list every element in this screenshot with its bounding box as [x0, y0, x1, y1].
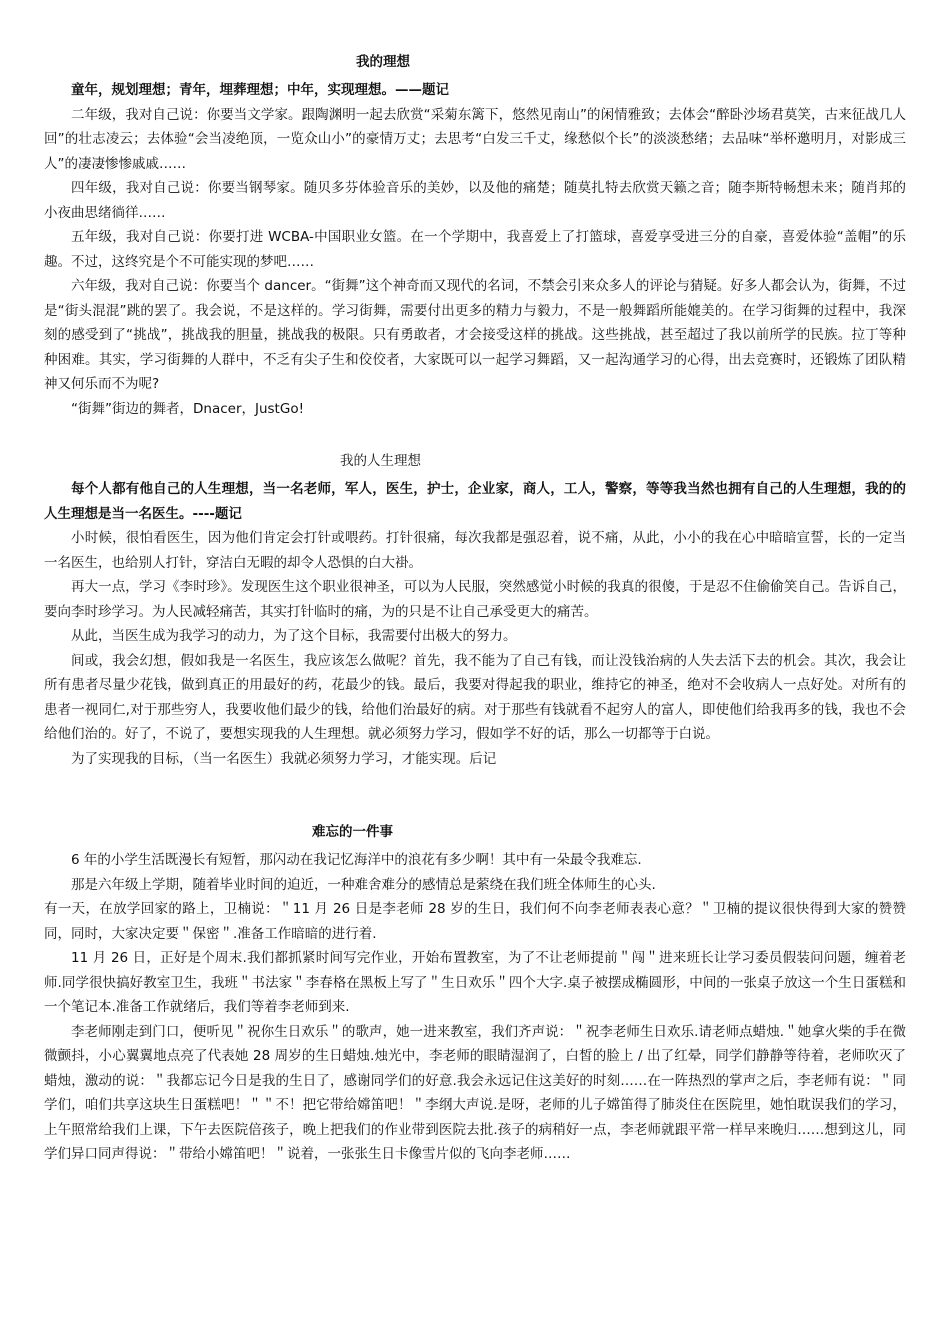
paragraph: 小时候，很怕看医生，因为他们肯定会打针或喂药。打针很痛，每次我都是强忍着，说不痛，从此，小小的我在心中暗暗宣誓，长的一定当一名医生，也给别人打针，穿洁白无暇的却令人恐惧的白大褂。	[44, 530, 906, 571]
paragraph: 从此，当医生成为我学习的动力，为了这个目标，我需要付出极大的努力。	[71, 628, 517, 644]
paragraph: 那是六年级上学期，随着毕业时间的迫近，一种难舍难分的感情总是萦绕在我们班全体师生的心头.	[71, 876, 656, 893]
epigraph: 童年，规划理想；青年，埋葬理想；中年，实现理想。——题记	[71, 82, 449, 98]
paragraph: “街舞”街边的舞者，Dnacer，JustGo!	[71, 400, 304, 417]
paragraph: 李老师刚走到门口，便听见＂祝你生日欢乐＂的歌声，她一进来教室，我们齐声说：＂祝李老师生日欢乐.请老师点蜡烛.＂她拿火柴的手在微微颤抖，小心翼翼地点亮了代表她 28 周岁的生日蜡烛.烛光中，李老师的眼睛湿润了，白皙的脸上 / 出了红晕，同学们静静等待着，老师吹灭了蜡烛，激动的说：＂我都忘记今日是我的生日了，感谢同学们的好意.我会永远记住这美好的时刻……在一阵热烈的掌声之后，李老师有说：＂同学们，咱们共享这块生日蛋糕吧！＂＂不！把它带给嫦笛吧！＂李纲大声说.是呀，老师的儿子嫦笛得了肺炎住在医院里，她怕耽误我们的学习，上午照常给我们上课，下午去医院倍孩子，晚上把我们的作业带到医院去批.孩子的病稍好一点，李老师就跟平常一样早来晚归……想到这儿，同学们异口同声得说：＂带给小嫦笛吧！＂说着，一张张生日卡像雪片似的飞向李老师……	[44, 1023, 906, 1162]
paragraph: 六年级，我对自己说：你要当个 dancer。“街舞”这个神奇而又现代的名词，不禁会引来众多人的评论与猜疑。好多人都会认为，街舞，不过是“街头混混”跳的罢了。我会说，不是这样的。学习街舞，需要付出更多的精力与毅力，不是一般舞蹈所能媲美的。在学习街舞的过程中，我深刻的感受到了“挑战”，挑战我的胆量，挑战我的极限。只有勇敢者，才会接受这样的挑战。这些挑战，甚至超过了我以前所学的民族。拉丁等种种困难。其实，学习街舞的人群中，不乏有尖子生和佼佼者，大家既可以一起学习舞蹈，又一起沟通学习的心得，出去竞赛时，还锻炼了团队精神又何乐而不为呢?	[44, 278, 906, 392]
essay-title: 我的人生理想	[340, 453, 421, 469]
paragraph: 再大一点，学习《李时珍》。发现医生这个职业很神圣，可以为人民服，突然感觉小时候的我真的很傻，于是忍不住偷偷笑自己。告诉自己，要向李时珍学习。为人民减轻痛苦，其实打针临时的痛，为的只是不让自己承受更大的痛苦。	[44, 579, 906, 620]
paragraph: 二年级，我对自己说：你要当文学家。跟陶渊明一起去欣赏“采菊东篱下，悠然见南山”的闲情雅致；去体会“醉卧沙场君莫笑，古来征战几人回”的壮志凌云；去体验“会当凌绝顶，一览众山小”的豪情万丈；去思考“白发三千丈，缘愁似个长”的淡淡愁绪；去品味“举杯邀明月，对影成三人”的凄凄惨惨戚戚……	[44, 106, 906, 172]
essay-my-life-ideal	[44, 451, 906, 771]
paragraph: 四年级，我对自己说：你要当钢琴家。随贝多芬体验音乐的美妙，以及他的痛楚；随莫扎特去欣赏天籁之音；随李斯特畅想未来；随肖邦的小夜曲思绪徜徉……	[44, 180, 906, 221]
essay-unforgettable-event	[44, 822, 906, 1167]
paragraph: 有一天，在放学回家的路上，卫楠说：＂11 月 26 日是李老师 28 岁的生日，我们何不向李老师表表心意？＂卫楠的提议很快得到大家的赞赞同，同时，大家决定要＂保密＂.准备工作暗暗的进行着.	[44, 901, 906, 942]
paragraph: 为了实现我的目标，（当一名医生）我就必须努力学习，才能实现。后记	[71, 750, 497, 767]
paragraph: 6 年的小学生活既漫长有短暂，那闪动在我记忆海洋中的浪花有多少啊！其中有一朵最令我难忘.	[71, 852, 642, 868]
essay-title: 难忘的一件事	[312, 824, 393, 840]
essay-title: 我的理想	[356, 54, 410, 70]
paragraph: 间或，我会幻想，假如我是一名医生，我应该怎么做呢？首先，我不能为了自己有钱，而让没钱治病的人失去活下去的机会。其次，我会让所有患者尽量少花钱，做到真正的用最好的药，花最少的钱。最后，我要对得起我的职业，维持它的神圣，绝对不会收病人一点好处。对所有的患者一视同仁,对于那些穷人，我要收他们最少的钱，给他们治最好的病。对于那些有钱就看不起穷人的富人，即使他们给我再多的钱，我也不会给他们治的。好了，不说了，要想实现我的人生理想。就必须努力学习，假如学不好的话，那么一切都等于白说。	[44, 652, 906, 742]
paragraph: 11 月 26 日，正好是个周末.我们都抓紧时间写完作业，开始布置教室，为了不让老师提前＂闯＂进来班长让学习委员假装问问题，缠着老师.同学很快搞好教室卫生，我班＂书法家＂李春格在黑板上写了＂生日欢乐＂四个大字.桌子被摆成椭圆形，中间的一张桌子放这一个生日蛋糕和一个笔记本.准备工作就绪后，我们等着李老师到来.	[44, 950, 906, 1015]
paragraph: 五年级，我对自己说：你要打进 WCBA-中国职业女篮。在一个学期中，我喜爱上了打篮球，喜爱享受进三分的自豪，喜爱体验“盖帽”的乐趣。不过，这终究是个不可能实现的梦吧……	[44, 229, 906, 270]
essay-my-ideal	[44, 52, 906, 421]
epigraph: 每个人都有他自己的人生理想，当一名老师，军人，医生，护士，企业家，商人，工人，警察，等等我当然也拥有自己的人生理想，我的的人生理想是当一名医生。----题记	[44, 481, 906, 522]
